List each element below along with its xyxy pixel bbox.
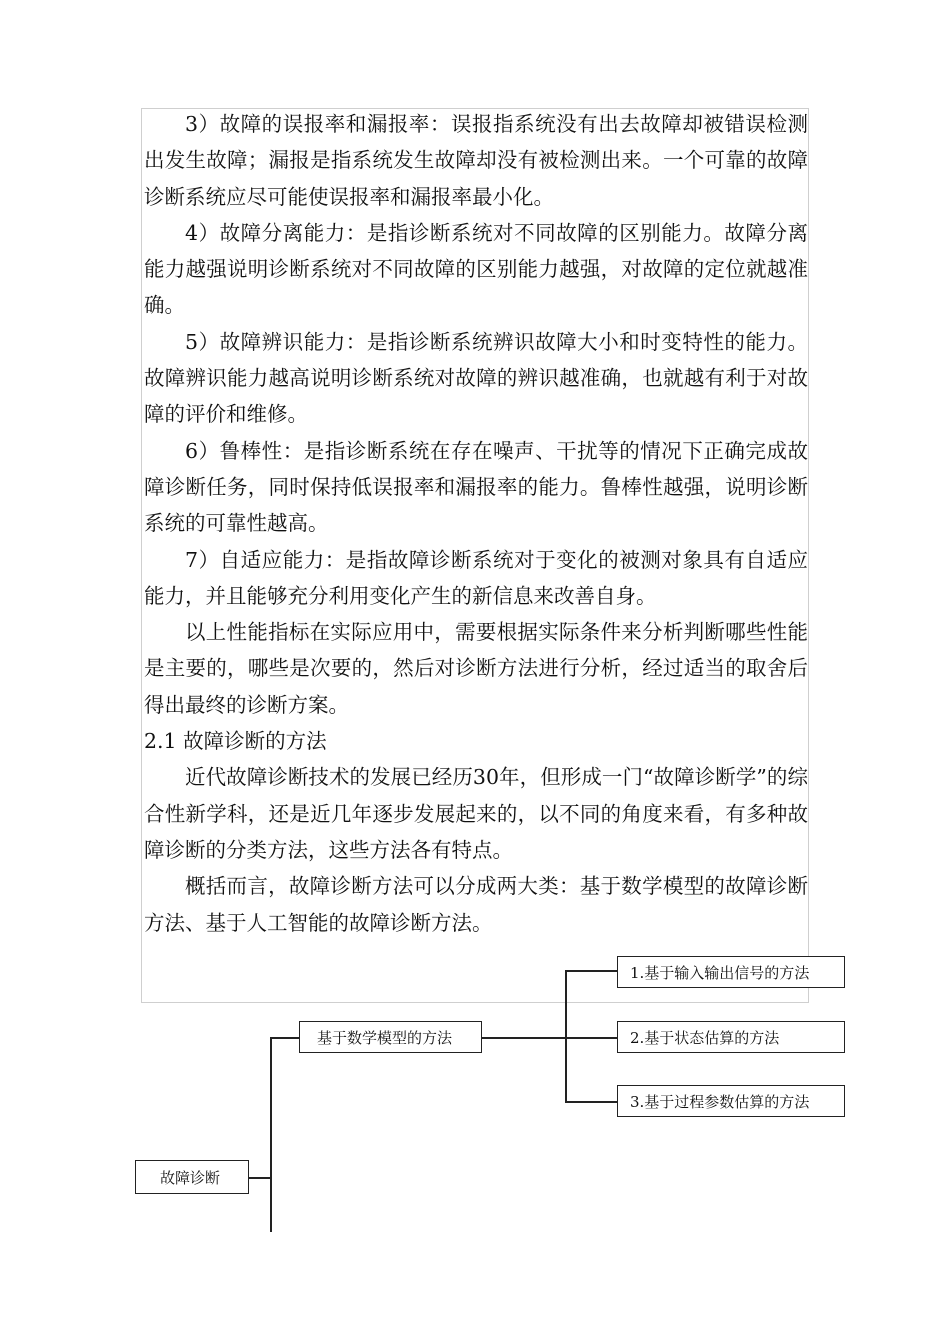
- diagram-leaf-3: 3.基于过程参数估算的方法: [617, 1085, 845, 1117]
- connector-to-leaf-1: [565, 970, 618, 972]
- diagram-branch-node: 基于数学模型的方法: [299, 1021, 482, 1053]
- connector-root-stub: [248, 1177, 270, 1179]
- paragraph-summary: 以上性能指标在实际应用中，需要根据实际条件来分析判断哪些性能是主要的，哪些是次要的，然后对诊断方法进行分析，经过适当的取舍后得出最终的诊断方案。: [144, 620, 808, 717]
- diagram-root-node: 故障诊断: [135, 1160, 249, 1194]
- paragraph-adaptive-ability: 7）自适应能力：是指故障诊断系统对于变化的被测对象具有自适应能力，并且能够充分利用变化产生的新信息来改善自身。: [144, 547, 808, 608]
- connector-branch-to-leaves: [481, 1037, 618, 1039]
- diagram-leaf-1: 1.基于输入输出信号的方法: [617, 956, 845, 988]
- section-heading: 2.1 故障诊断的方法: [144, 729, 327, 754]
- paragraph-fault-isolation: 4）故障分离能力：是指诊断系统对不同故障的区别能力。故障分离能力越强说明诊断系统对不同故障的区别能力越强，对故障的定位就越准确。: [144, 220, 808, 318]
- paragraph-classification: 概括而言，故障诊断方法可以分成两大类：基于数学模型的故障诊断方法、基于人工智能的故障诊断方法。: [144, 874, 808, 935]
- diagram-leaf-2: 2.基于状态估算的方法: [617, 1021, 845, 1053]
- connector-to-leaf-3: [565, 1101, 618, 1103]
- connector-main-vertical: [270, 1037, 272, 1232]
- document-body: [144, 106, 808, 941]
- paragraph-fault-identification: 5）故障辨识能力：是指诊断系统辨识故障大小和时变特性的能力。故障辨识能力越高说明诊断系统对故障的辨识越准确，也就越有利于对故障的评价和维修。: [144, 329, 808, 427]
- connector-to-branch: [270, 1037, 300, 1039]
- paragraph-false-alarm-rate: 3）故障的误报率和漏报率：误报指系统没有出去故障却被错误检测出发生故障；漏报是指系统发生故障却没有被检测出来。一个可靠的故障诊断系统应尽可能使误报率和漏报率最小化。: [144, 112, 808, 209]
- paragraph-robustness: 6）鲁棒性：是指诊断系统在存在噪声、干扰等的情况下正确完成故障诊断任务，同时保持低误报率和漏报率的能力。鲁棒性越强，说明诊断系统的可靠性越高。: [144, 438, 808, 536]
- connector-leaf-vertical: [565, 970, 567, 1102]
- paragraph-history: 近代故障诊断技术的发展已经历30年，但形成一门“故障诊断学”的综合性新学科，还是近几年逐步发展起来的，以不同的角度来看，有多种故障诊断的分类方法，这些方法各有特点。: [144, 765, 808, 862]
